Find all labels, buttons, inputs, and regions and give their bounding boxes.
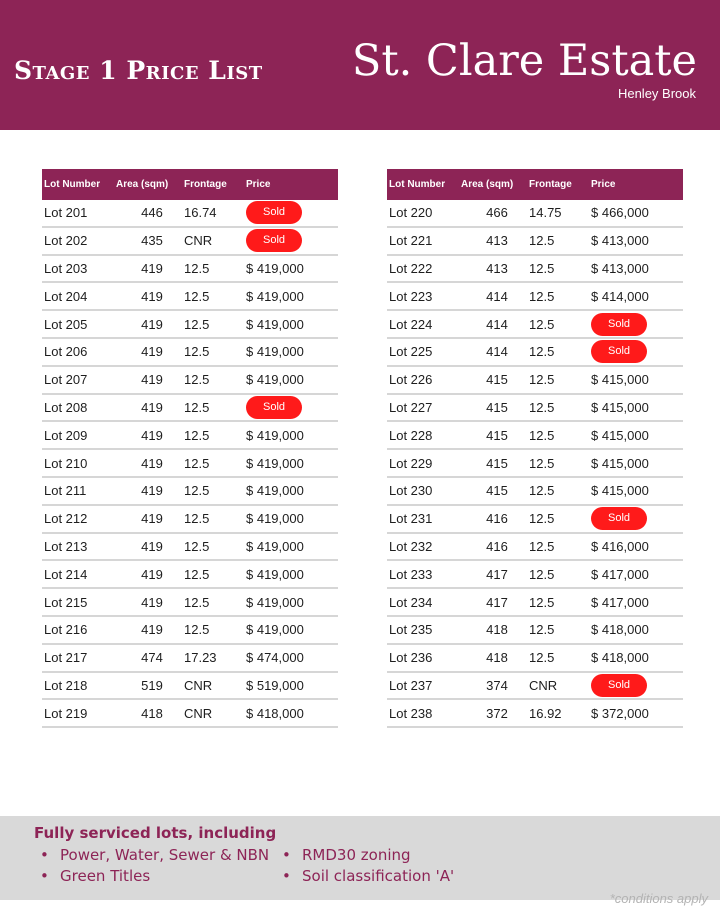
table-row	[42, 422, 338, 450]
column-header-area: Area (sqm)	[461, 179, 514, 190]
lot-cell: Lot 214	[44, 566, 88, 582]
lot-cell: Lot 228	[389, 427, 433, 443]
table-row	[42, 478, 338, 506]
table-row	[42, 311, 338, 339]
price-cell: $ 419,000	[246, 316, 304, 332]
area-cell: 374	[486, 677, 508, 693]
area-cell: 418	[141, 705, 163, 721]
lot-cell: Lot 217	[44, 650, 88, 666]
lot-cell: Lot 233	[389, 566, 433, 582]
conditions-note: *conditions apply	[609, 891, 708, 906]
table-row	[42, 673, 338, 701]
price-cell	[587, 507, 683, 530]
lot-cell: Lot 237	[389, 677, 433, 693]
price-cell: $ 419,000	[246, 427, 304, 443]
price-list-title: Stage 1 Price List	[14, 56, 263, 85]
lot-cell: Lot 235	[389, 622, 433, 638]
table-row	[387, 617, 683, 645]
frontage-cell: 16.92	[529, 705, 562, 721]
lot-cell: Lot 216	[44, 622, 88, 638]
table-row	[387, 534, 683, 562]
table-row	[42, 700, 338, 728]
area-cell: 419	[141, 399, 163, 415]
area-cell: 413	[486, 233, 508, 249]
area-cell: 419	[141, 288, 163, 304]
lot-cell: Lot 224	[389, 316, 433, 332]
price-cell: $ 372,000	[591, 705, 649, 721]
column-header-price: Price	[591, 179, 616, 190]
price-cell	[587, 674, 683, 697]
area-cell: 446	[141, 205, 163, 221]
area-cell: 372	[486, 705, 508, 721]
table-row	[42, 450, 338, 478]
area-cell: 418	[486, 622, 508, 638]
lot-cell: Lot 223	[389, 288, 433, 304]
frontage-cell: 12.5	[184, 288, 210, 304]
price-cell	[587, 313, 683, 336]
frontage-cell: 12.5	[529, 483, 555, 499]
frontage-cell: 12.5	[529, 455, 555, 471]
frontage-cell: 12.5	[529, 344, 555, 360]
frontage-cell: 12.5	[184, 399, 210, 415]
lot-cell: Lot 231	[389, 511, 433, 527]
sold-badge: Sold	[246, 229, 302, 252]
area-cell: 415	[486, 455, 508, 471]
area-cell: 419	[141, 622, 163, 638]
lot-cell: Lot 210	[44, 455, 88, 471]
price-cell: $ 417,000	[591, 566, 649, 582]
price-cell: $ 415,000	[591, 483, 649, 499]
area-cell: 435	[141, 233, 163, 249]
area-cell: 419	[141, 538, 163, 554]
lot-cell: Lot 215	[44, 594, 88, 610]
price-cell: $ 418,000	[591, 650, 649, 666]
lot-cell: Lot 207	[44, 372, 88, 388]
price-cell: $ 519,000	[246, 677, 304, 693]
frontage-cell: 12.5	[184, 594, 210, 610]
price-cell: $ 419,000	[246, 483, 304, 499]
area-cell: 417	[486, 594, 508, 610]
lot-cell: Lot 225	[389, 344, 433, 360]
frontage-cell: CNR	[184, 677, 213, 693]
column-header-lot: Lot Number	[389, 179, 446, 190]
table-row	[387, 395, 683, 423]
price-cell: $ 415,000	[591, 399, 649, 415]
area-cell: 419	[141, 594, 163, 610]
table-row	[387, 367, 683, 395]
table-row	[42, 283, 338, 311]
column-header-lot: Lot Number	[44, 179, 101, 190]
table-row	[387, 283, 683, 311]
price-cell	[587, 340, 683, 363]
price-cell: $ 419,000	[246, 344, 304, 360]
footer-panel	[0, 816, 720, 906]
frontage-cell: 12.5	[184, 455, 210, 471]
price-cell: $ 474,000	[246, 650, 304, 666]
area-cell: 419	[141, 316, 163, 332]
frontage-cell: 12.5	[184, 511, 210, 527]
price-cell	[242, 396, 338, 419]
table-header	[387, 169, 683, 200]
area-cell: 416	[486, 511, 508, 527]
lot-cell: Lot 229	[389, 455, 433, 471]
frontage-cell: 12.5	[529, 538, 555, 554]
lot-cell: Lot 209	[44, 427, 88, 443]
frontage-cell: CNR	[184, 705, 213, 721]
area-cell: 466	[486, 205, 508, 221]
table-row	[42, 645, 338, 673]
frontage-cell: 12.5	[529, 511, 555, 527]
table-body	[387, 200, 683, 728]
frontage-cell: 12.5	[184, 372, 210, 388]
lot-cell: Lot 204	[44, 288, 88, 304]
frontage-cell: 12.5	[184, 344, 210, 360]
area-cell: 415	[486, 399, 508, 415]
table-row	[42, 228, 338, 256]
table-row	[387, 311, 683, 339]
area-cell: 413	[486, 260, 508, 276]
table-row	[387, 200, 683, 228]
area-cell: 414	[486, 288, 508, 304]
lot-cell: Lot 232	[389, 538, 433, 554]
table-row	[387, 228, 683, 256]
table-row	[387, 339, 683, 367]
area-cell: 419	[141, 427, 163, 443]
features-list-1	[40, 845, 269, 887]
table-row	[42, 617, 338, 645]
price-cell: $ 416,000	[591, 538, 649, 554]
area-cell: 419	[141, 260, 163, 276]
lot-cell: Lot 211	[44, 483, 87, 499]
price-cell: $ 415,000	[591, 427, 649, 443]
price-cell: $ 413,000	[591, 260, 649, 276]
area-cell: 419	[141, 566, 163, 582]
price-cell: $ 419,000	[246, 511, 304, 527]
price-cell: $ 419,000	[246, 288, 304, 304]
lot-cell: Lot 221	[389, 233, 433, 249]
frontage-cell: 16.74	[184, 205, 217, 221]
price-cell: $ 419,000	[246, 538, 304, 554]
feature-item: • RMD30 zoning	[282, 845, 454, 866]
price-cell	[242, 201, 338, 224]
sold-badge: Sold	[591, 313, 647, 336]
price-cell: $ 419,000	[246, 372, 304, 388]
sold-badge: Sold	[246, 396, 302, 419]
area-cell: 415	[486, 372, 508, 388]
frontage-cell: 12.5	[529, 372, 555, 388]
table-header	[42, 169, 338, 200]
lot-cell: Lot 227	[389, 399, 433, 415]
table-row	[387, 478, 683, 506]
header-banner	[0, 0, 720, 130]
frontage-cell: 12.5	[184, 427, 210, 443]
table-row	[387, 589, 683, 617]
area-cell: 419	[141, 511, 163, 527]
frontage-cell: 12.5	[184, 566, 210, 582]
table-row	[387, 645, 683, 673]
lot-cell: Lot 234	[389, 594, 433, 610]
price-cell: $ 415,000	[591, 455, 649, 471]
price-cell: $ 415,000	[591, 372, 649, 388]
frontage-cell: 12.5	[529, 622, 555, 638]
area-cell: 415	[486, 483, 508, 499]
price-cell: $ 418,000	[246, 705, 304, 721]
price-cell: $ 413,000	[591, 233, 649, 249]
area-cell: 417	[486, 566, 508, 582]
lot-cell: Lot 220	[389, 205, 433, 221]
sold-badge: Sold	[591, 674, 647, 697]
table-row	[42, 506, 338, 534]
sold-badge: Sold	[591, 507, 647, 530]
area-cell: 519	[141, 677, 163, 693]
frontage-cell: 12.5	[529, 260, 555, 276]
table-row	[42, 339, 338, 367]
table-row	[387, 256, 683, 284]
frontage-cell: CNR	[529, 677, 558, 693]
area-cell: 418	[486, 650, 508, 666]
lot-cell: Lot 219	[44, 705, 88, 721]
price-cell: $ 414,000	[591, 288, 649, 304]
lot-cell: Lot 205	[44, 316, 88, 332]
table-row	[42, 367, 338, 395]
table-row	[42, 395, 338, 423]
price-cell	[242, 229, 338, 252]
lot-cell: Lot 206	[44, 344, 88, 360]
frontage-cell: 12.5	[529, 233, 555, 249]
price-cell: $ 419,000	[246, 622, 304, 638]
price-cell: $ 419,000	[246, 260, 304, 276]
lot-cell: Lot 230	[389, 483, 433, 499]
frontage-cell: 12.5	[184, 538, 210, 554]
area-cell: 415	[486, 427, 508, 443]
frontage-cell: 12.5	[184, 260, 210, 276]
frontage-cell: 14.75	[529, 205, 562, 221]
lot-cell: Lot 238	[389, 705, 433, 721]
price-cell: $ 419,000	[246, 455, 304, 471]
frontage-cell: 12.5	[529, 288, 555, 304]
column-header-frontage: Frontage	[184, 179, 227, 190]
sold-badge: Sold	[246, 201, 302, 224]
feature-item: • Green Titles	[40, 866, 269, 887]
lot-cell: Lot 201	[44, 205, 88, 221]
frontage-cell: 12.5	[529, 316, 555, 332]
price-cell: $ 419,000	[246, 594, 304, 610]
lot-cell: Lot 218	[44, 677, 88, 693]
area-cell: 419	[141, 455, 163, 471]
feature-item: • Power, Water, Sewer & NBN	[40, 845, 269, 866]
frontage-cell: CNR	[184, 233, 213, 249]
area-cell: 414	[486, 344, 508, 360]
frontage-cell: 12.5	[529, 566, 555, 582]
estate-name: St. Clare Estate	[351, 36, 697, 86]
lot-cell: Lot 208	[44, 399, 88, 415]
suburb-name: Henley Brook	[617, 86, 696, 101]
price-table-left	[42, 169, 338, 728]
price-cell: $ 417,000	[591, 594, 649, 610]
column-header-price: Price	[246, 179, 271, 190]
table-row	[42, 256, 338, 284]
frontage-cell: 12.5	[184, 622, 210, 638]
area-cell: 474	[141, 650, 163, 666]
sold-badge: Sold	[591, 340, 647, 363]
area-cell: 419	[141, 483, 163, 499]
frontage-cell: 12.5	[184, 483, 210, 499]
table-row	[42, 534, 338, 562]
table-body	[42, 200, 338, 728]
table-row	[387, 450, 683, 478]
column-header-frontage: Frontage	[529, 179, 572, 190]
frontage-cell: 17.23	[184, 650, 217, 666]
feature-item: • Soil classification 'A'	[282, 866, 454, 887]
frontage-cell: 12.5	[529, 399, 555, 415]
lot-cell: Lot 222	[389, 260, 433, 276]
table-row	[42, 200, 338, 228]
lot-cell: Lot 212	[44, 511, 88, 527]
area-cell: 416	[486, 538, 508, 554]
table-row	[387, 561, 683, 589]
price-table-right	[387, 169, 683, 728]
features-heading: Fully serviced lots, including	[34, 824, 277, 842]
frontage-cell: 12.5	[529, 427, 555, 443]
lot-cell: Lot 202	[44, 233, 88, 249]
area-cell: 414	[486, 316, 508, 332]
frontage-cell: 12.5	[184, 316, 210, 332]
lot-cell: Lot 213	[44, 538, 88, 554]
area-cell: 419	[141, 372, 163, 388]
lot-cell: Lot 236	[389, 650, 433, 666]
price-cell: $ 418,000	[591, 622, 649, 638]
price-cell: $ 419,000	[246, 566, 304, 582]
price-cell: $ 466,000	[591, 205, 649, 221]
table-row	[387, 506, 683, 534]
frontage-cell: 12.5	[529, 650, 555, 666]
lot-cell: Lot 226	[389, 372, 433, 388]
frontage-cell: 12.5	[529, 594, 555, 610]
table-row	[387, 422, 683, 450]
table-row	[387, 673, 683, 701]
table-row	[42, 561, 338, 589]
area-cell: 419	[141, 344, 163, 360]
lot-cell: Lot 203	[44, 260, 88, 276]
column-header-area: Area (sqm)	[116, 179, 169, 190]
features-list-2	[282, 845, 454, 887]
table-row	[42, 589, 338, 617]
table-row	[387, 700, 683, 728]
